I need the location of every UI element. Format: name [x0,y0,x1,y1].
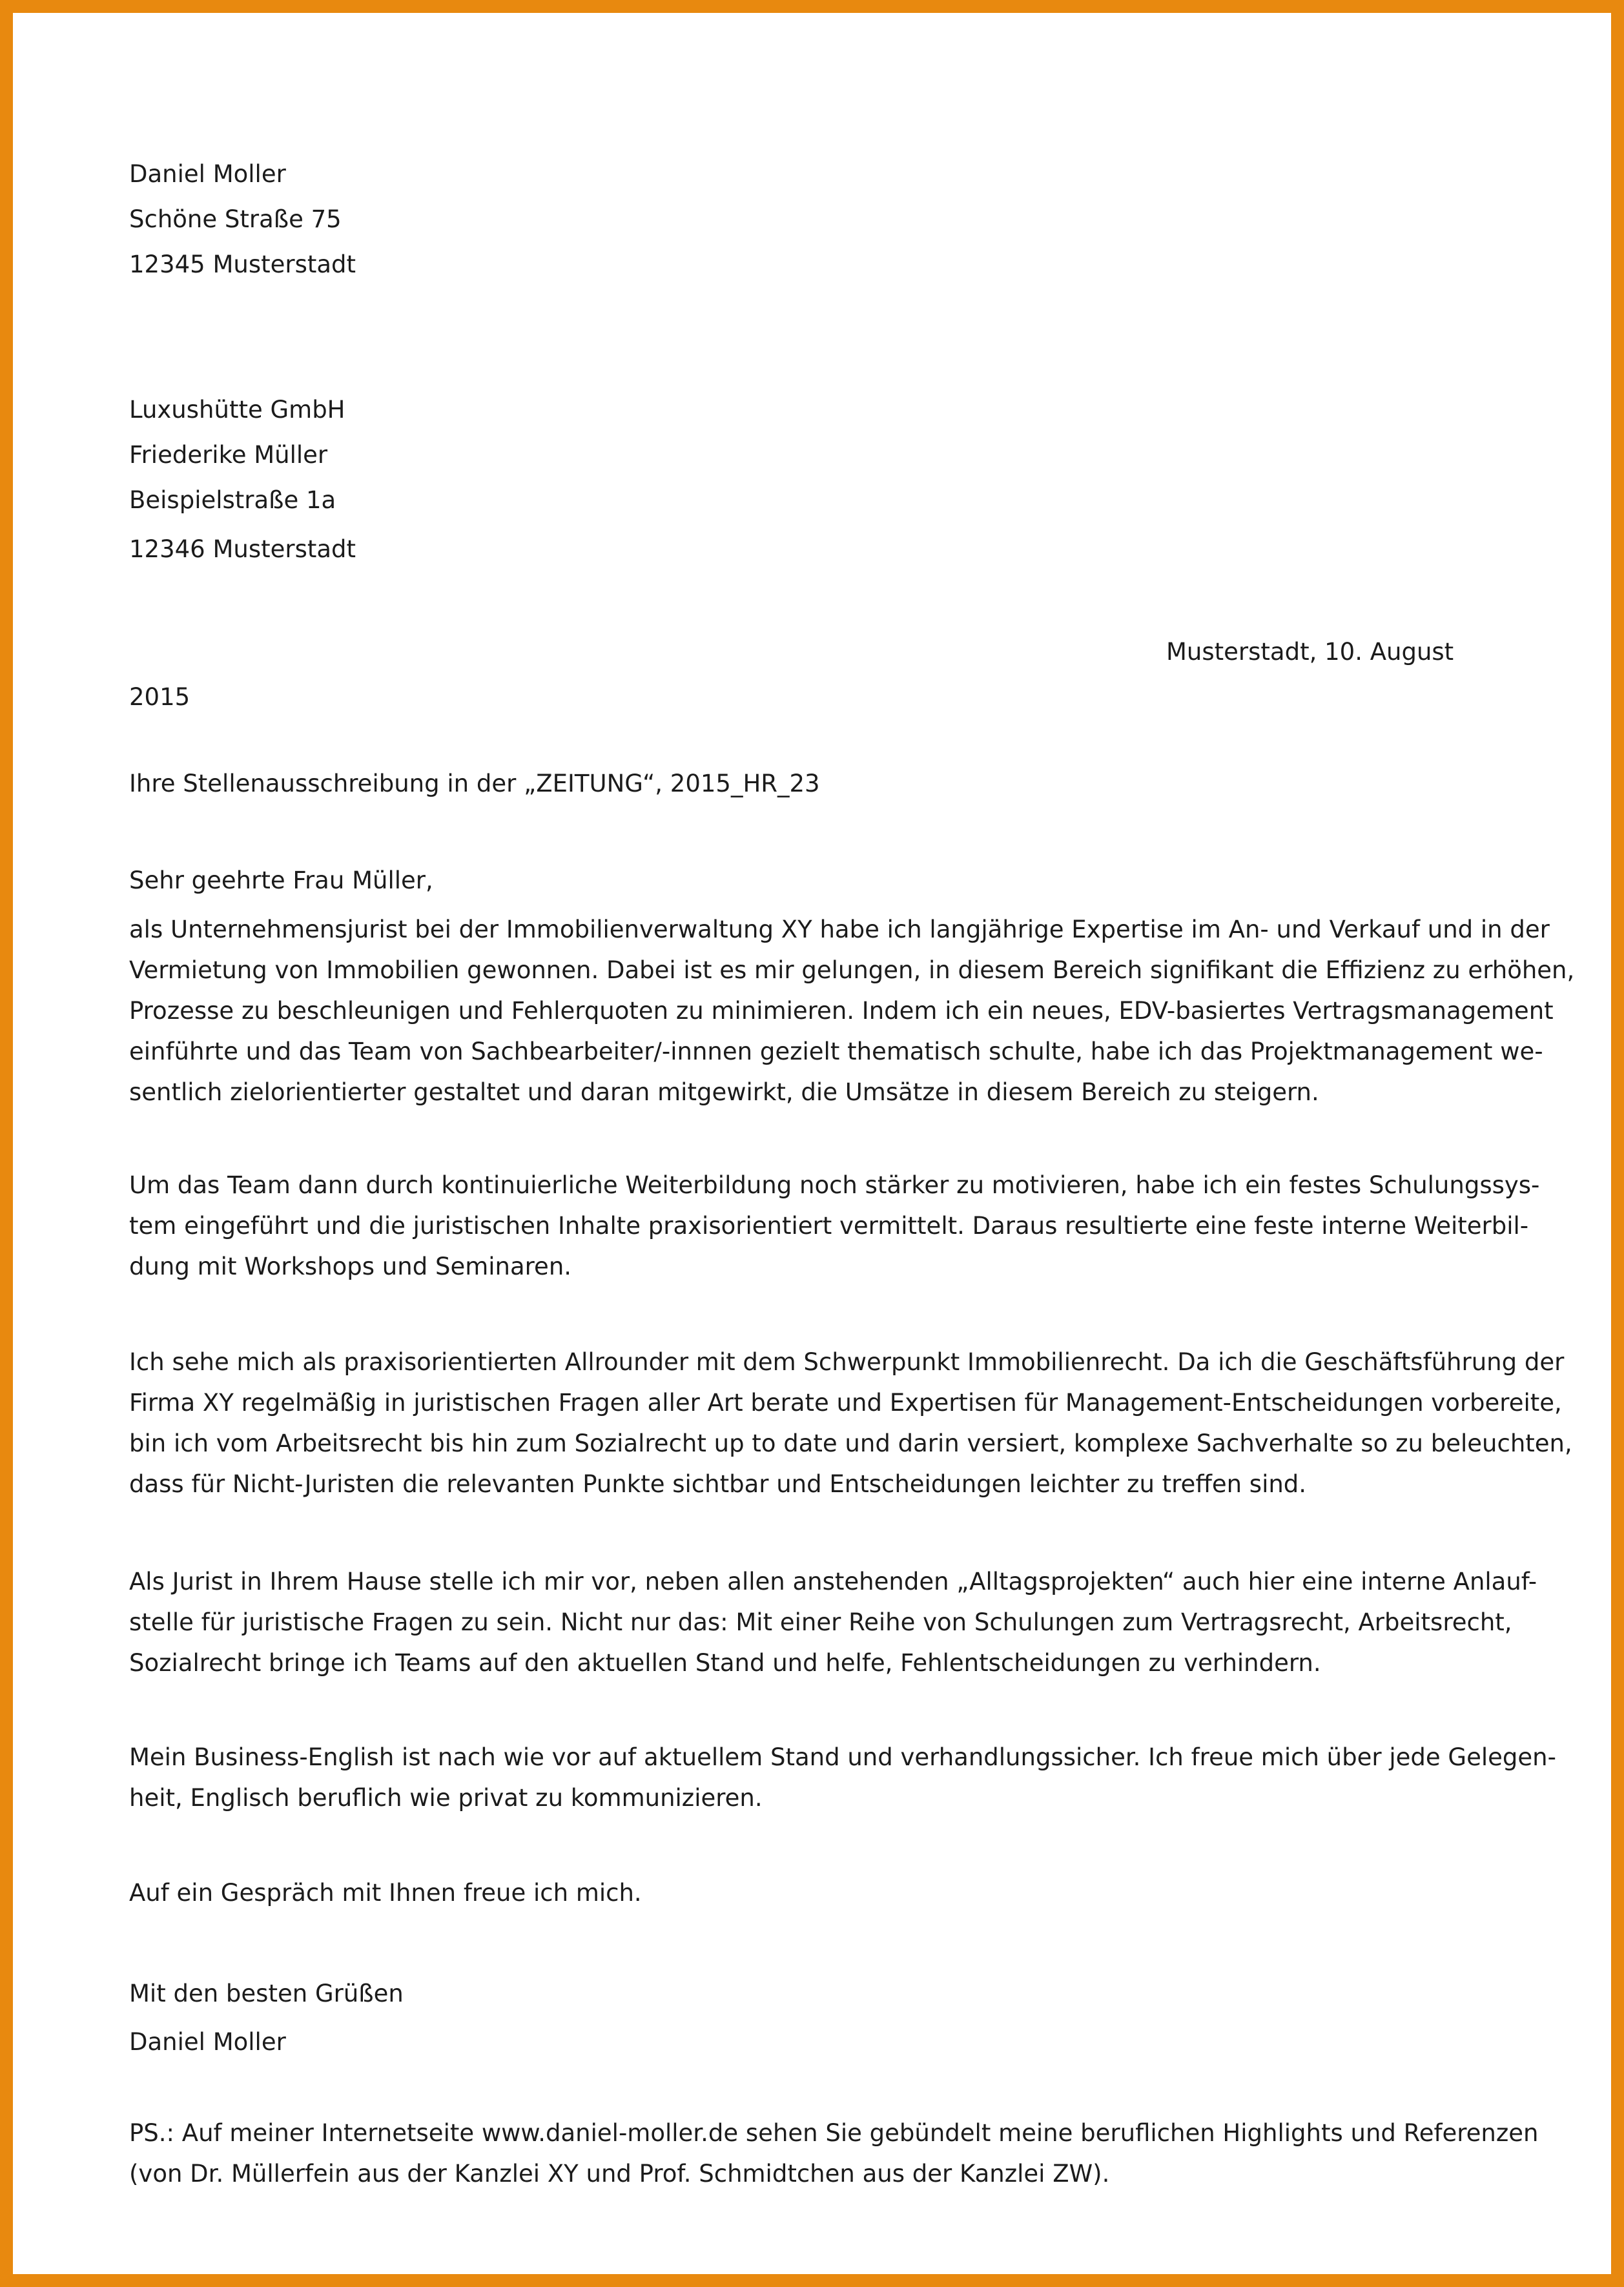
paragraph-line: heit, Englisch beruflich wie privat zu kommunizieren. [129,1784,763,1812]
paragraph-line: bin ich vom Arbeitsrecht bis hin zum Sozialrecht up to date und darin versiert, komplexe Sachverhalte so zu beleuchten, [129,1430,1572,1457]
body-paragraph-6 [129,1872,1517,1913]
salutation: Sehr geehrte Frau Müller, [129,867,433,894]
paragraph-line: Um das Team dann durch kontinuierliche Weiterbildung noch stärker zu motivieren, habe ich ein festes Schulungssys- [129,1171,1540,1199]
body-paragraph-2 [129,1165,1540,1287]
paragraph-line: als Unternehmensjurist bei der Immobilienverwaltung XY habe ich langjährige Expertise im An- und Verkauf und in der [129,916,1550,943]
paragraph-line: stelle für juristische Fragen zu sein. Nicht nur das: Mit einer Reihe von Schulungen zum Vertragsrecht, Arbeitsrecht, [129,1608,1512,1636]
closing-greeting: Mit den besten Grüßen [129,1980,404,2007]
signature-name: Daniel Moller [129,2028,286,2056]
paragraph-line: tem eingeführt und die juristischen Inhalte praxisorientiert vermittelt. Daraus resultierte eine feste interne Weiterbil- [129,1212,1529,1240]
sender-address [129,152,1517,287]
closing-block [129,1969,1517,2066]
paragraph-line: einführte und das Team von Sachbearbeiter/-innnen gezielt thematisch schulte, habe ich das Projektmanagement we- [129,1038,1543,1065]
paragraph-line: Firma XY regelmäßig in juristischen Fragen aller Art berate und Expertisen für Management-Entscheidungen vorbereite, [129,1389,1562,1417]
postscript [129,2113,1539,2194]
recipient-city: 12346 Musterstadt [129,535,356,563]
date-year-line: 2015 [129,683,190,711]
body-paragraph-1 [129,909,1575,1113]
paragraph-line: Vermietung von Immobilien gewonnen. Dabei ist es mir gelungen, in diesem Bereich signifikant die Effizienz zu erhöhen, [129,956,1575,984]
body-paragraph-4 [129,1561,1537,1683]
recipient-company: Luxushütte GmbH [129,396,345,424]
recipient-address [129,387,1517,572]
paragraph-line: dass für Nicht-Juristen die relevanten Punkte sichtbar und Entscheidungen leichter zu treffen sind. [129,1470,1307,1498]
body-paragraph-5 [129,1737,1556,1818]
sender-street: Schöne Straße 75 [129,205,342,233]
paragraph-line: dung mit Workshops und Seminaren. [129,1253,572,1280]
postscript-line: (von Dr. Müllerfein aus der Kanzlei XY und Prof. Schmidtchen aus der Kanzlei ZW). [129,2160,1110,2188]
paragraph-line: Prozesse zu beschleunigen und Fehlerquoten zu minimieren. Indem ich ein neues, EDV-basiertes Vertragsmanagement [129,997,1554,1025]
postscript-line: PS.: Auf meiner Internetseite www.daniel-moller.de sehen Sie gebündelt meine beruflichen Highlights und Referenzen [129,2119,1539,2147]
paragraph-line: Als Jurist in Ihrem Hause stelle ich mir vor, neben allen anstehenden „Alltagsprojekten“ auch hier eine interne Anlauf- [129,1568,1537,1595]
recipient-street: Beispielstraße 1a [129,486,336,514]
body-paragraph-3 [129,1342,1572,1504]
sender-name: Daniel Moller [129,160,286,188]
recipient-person: Friederike Müller [129,441,328,469]
subject-line: Ihre Stellenausschreibung in der „ZEITUNG“, 2015_HR_23 [129,770,820,797]
paragraph-line: Auf ein Gespräch mit Ihnen freue ich mich. [129,1879,642,1907]
sender-city: 12345 Musterstadt [129,251,356,278]
paragraph-line: Ich sehe mich als praxisorientierten Allrounder mit dem Schwerpunkt Immobilienrecht. Da ich die Geschäftsführung der [129,1348,1565,1376]
paragraph-line: sentlich zielorientierter gestaltet und daran mitgewirkt, die Umsätze in diesem Bereich zu steigern. [129,1078,1319,1106]
date-place-line: Musterstadt, 10. August [1166,638,1454,666]
paragraph-line: Sozialrecht bringe ich Teams auf den aktuellen Stand und helfe, Fehlentscheidungen zu verhindern. [129,1649,1321,1677]
paragraph-line: Mein Business-English ist nach wie vor auf aktuellem Stand und verhandlungssicher. Ich freue mich über jede Gelegen- [129,1743,1556,1771]
